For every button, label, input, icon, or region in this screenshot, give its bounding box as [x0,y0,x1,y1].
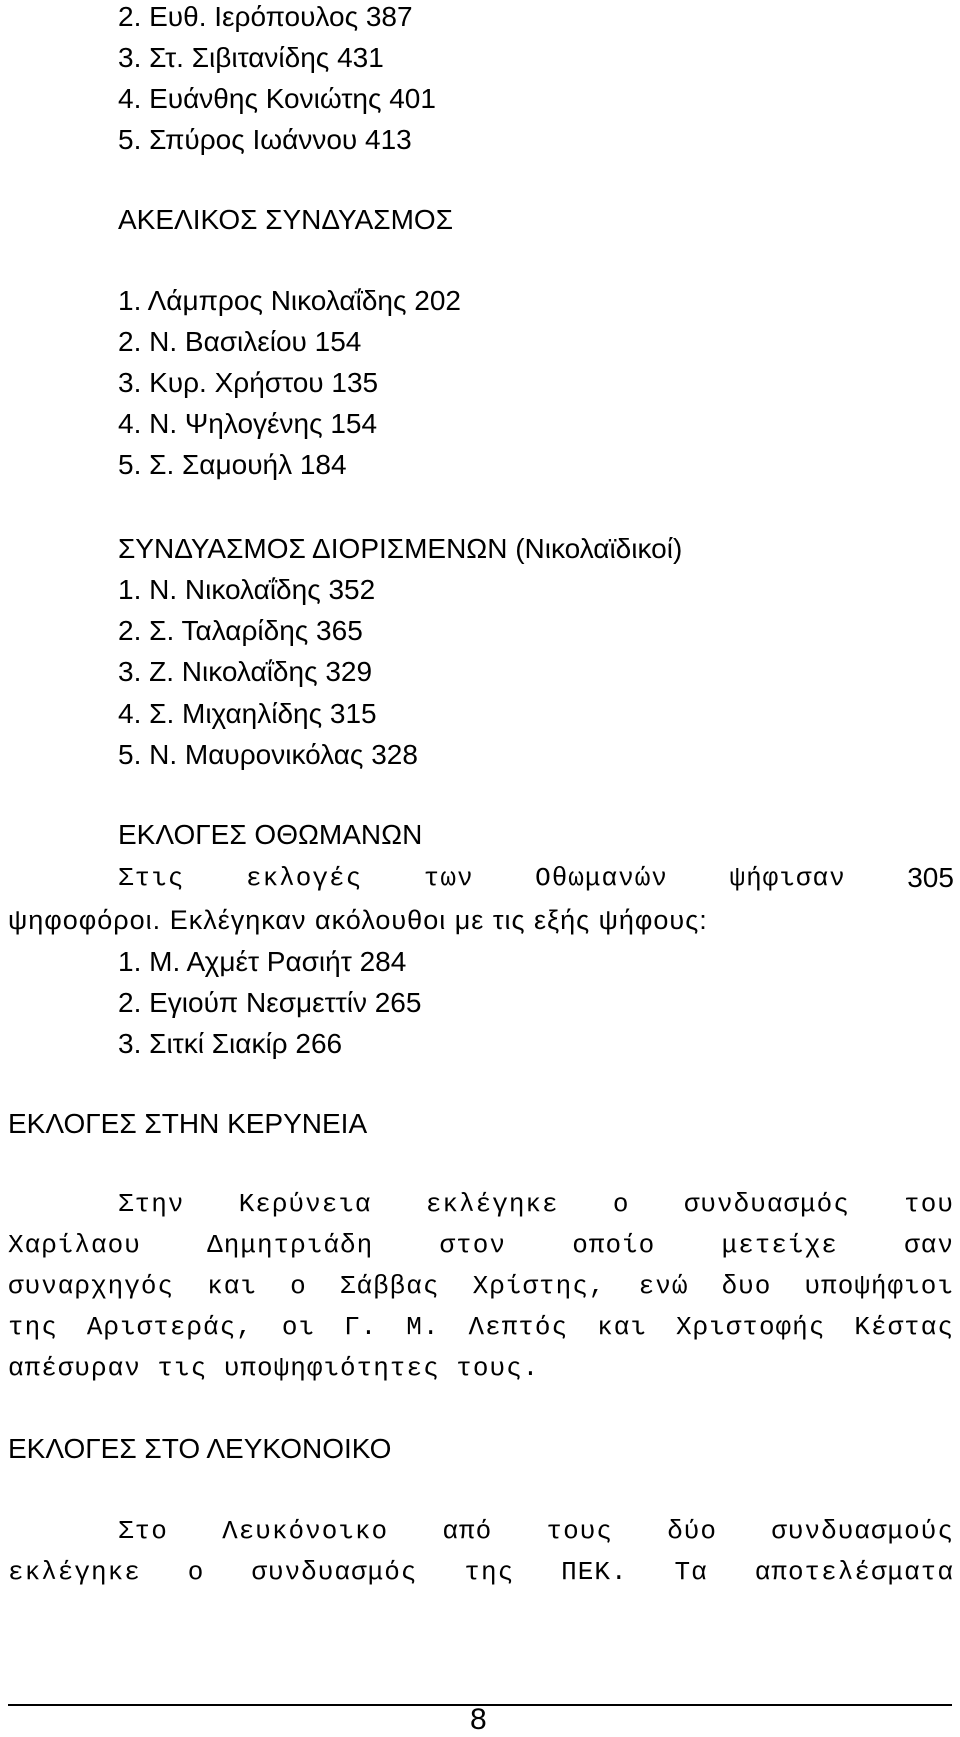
paragraph-line: Στην Κερύνεια εκλέγηκε ο συνδυασμός του [118,1189,954,1219]
list-item: 1. Μ. Αχμέτ Ρασιήτ 284 [118,946,407,977]
list-item: 3. Ζ. Νικολαΐδης 329 [118,656,373,687]
list-item: 5. Σπύρος Ιωάννου 413 [118,124,412,155]
paragraph-line: Στις εκλογές των Οθωμανών ψήφισαν 305 [118,862,954,893]
list-item: 1. Λάμπρος Νικολαΐδης 202 [118,285,461,316]
list-item: 3. Κυρ. Χρήστου 135 [118,367,379,398]
list-item: 5. Σ. Σαμουήλ 184 [118,449,347,480]
page-number: 8 [470,1703,487,1736]
list-item: 1. Ν. Νικολαΐδης 352 [118,574,376,605]
section-heading-appointed: ΣΥΝΔΥΑΣΜΟΣ ΔΙΟΡΙΣΜΕΝΩΝ (Νικολαϊδικοί) [118,533,683,564]
section-heading-kyrenia: ΕΚΛΟΓΕΣ ΣΤΗΝ ΚΕΡΥΝΕΙΑ [8,1108,368,1139]
list-item: 5. Ν. Μαυρονικόλας 328 [118,739,418,770]
list-item: 2. Ευθ. Ιερόπουλος 387 [118,1,413,32]
list-item: 3. Σιτκί Σιακίρ 266 [118,1028,343,1059]
section-heading-ottoman: ΕΚΛΟΓΕΣ ΟΘΩΜΑΝΩΝ [118,819,423,850]
list-item: 3. Στ. Σιβιτανίδης 431 [118,42,384,73]
paragraph-line: Στο Λευκόνοικο από τους δύο συνδυασμούς [118,1516,954,1546]
paragraph-line: της Αριστεράς, οι Γ. Μ. Λεπτός και Χριστοφής Κέστας [8,1312,954,1342]
paragraph-line: Χαρίλαου Δημητριάδη στον οποίο μετείχε σαν [8,1230,954,1260]
list-item: 4. Ευάνθης Κονιώτης 401 [118,83,436,114]
paragraph-line: απέσυραν τις υποψηφιότητες τους. [8,1353,540,1383]
section-heading-lefkoniko: ΕΚΛΟΓΕΣ ΣΤΟ ΛΕΥΚΟΝΟΙΚΟ [8,1433,392,1464]
list-item: 4. Ν. Ψηλογένης 154 [118,408,378,439]
paragraph-line: εκλέγηκε ο συνδυασμός της ΠΕΚ. Τα αποτελέσματα [8,1557,954,1587]
list-item: 2. Σ. Ταλαρίδης 365 [118,615,363,646]
list-item: 4. Σ. Μιχαηλίδης 315 [118,698,377,729]
paragraph-line: συναρχηγός και ο Σάββας Χρίστης, ενώ δυο υποψήφιοι [8,1271,954,1301]
section-heading-akel: ΑΚΕΛΙΚΟΣ ΣΥΝΔΥΑΣΜΟΣ [118,204,454,235]
list-item: 2. Εγιούπ Νεσμεττίν 265 [118,987,422,1018]
paragraph-line: ψηφοφόροι. Εκλέγηκαν ακόλουθοι με τις εξής ψήφους: [8,905,708,935]
list-item: 2. Ν. Βασιλείου 154 [118,326,362,357]
